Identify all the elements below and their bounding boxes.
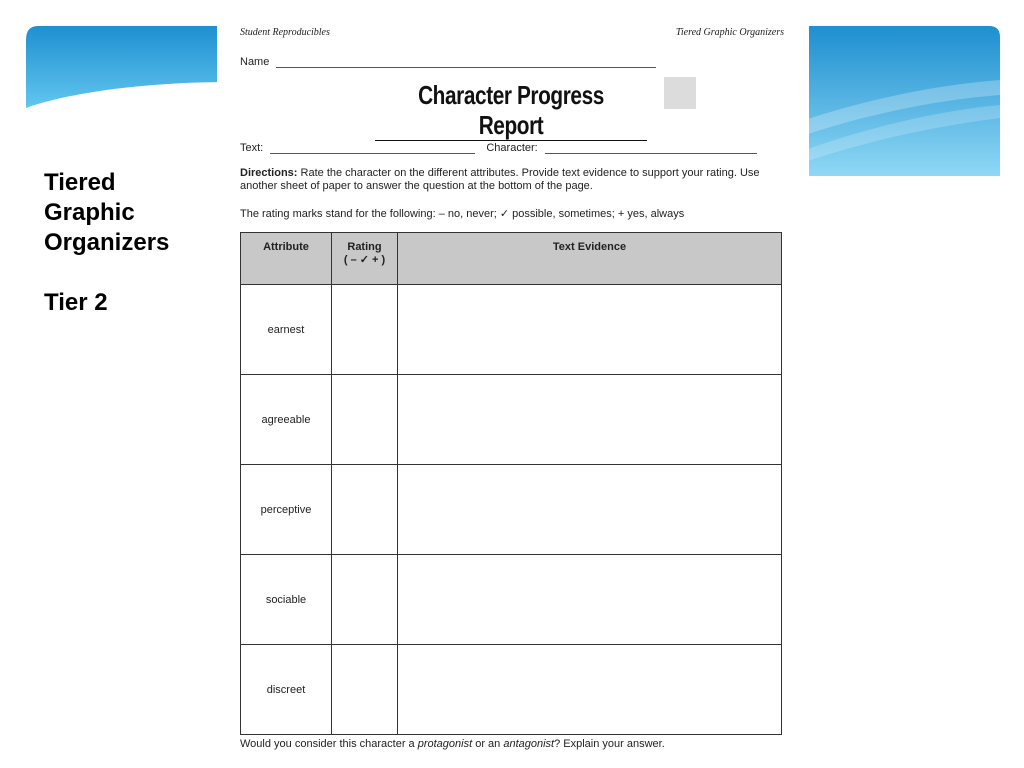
attribute-cell: earnest [241, 285, 332, 375]
slide-title-line: Organizers [44, 229, 170, 256]
name-blank-line [276, 67, 656, 68]
evidence-cell[interactable] [398, 465, 782, 555]
evidence-cell[interactable] [398, 285, 782, 375]
rating-header [332, 233, 398, 285]
document-title-underline [375, 80, 647, 141]
text-label: Text: [240, 142, 264, 154]
directions [240, 167, 780, 193]
evidence-cell[interactable] [398, 555, 782, 645]
footer-text-1: Would you consider this character a [240, 738, 418, 750]
name-field [240, 56, 656, 68]
wave-decoration-left [0, 0, 230, 120]
evidence-cell[interactable] [398, 375, 782, 465]
table-row [241, 375, 782, 465]
rating-header-label: Rating [347, 241, 382, 253]
text-character-row [240, 142, 757, 154]
footer-text-3: ? Explain your answer. [554, 738, 665, 750]
rating-header-symbols: ( – ✓ + ) [343, 254, 386, 266]
evidence-header: Text Evidence [398, 233, 782, 285]
attribute-header: Attribute [241, 233, 332, 285]
evidence-cell[interactable] [398, 645, 782, 735]
attribute-cell: discreet [241, 645, 332, 735]
attribute-cell: agreeable [241, 375, 332, 465]
table-header-row [241, 233, 782, 285]
table-row [241, 465, 782, 555]
text-blank-line [270, 153, 475, 154]
slide-title [44, 168, 169, 318]
rating-cell[interactable] [332, 645, 398, 735]
directions-label: Directions: [240, 167, 298, 179]
character-blank-line [545, 153, 757, 154]
organizer-table [240, 232, 782, 735]
wave-decoration-right [805, 0, 1024, 180]
tier-label: Tier 2 [44, 289, 108, 316]
rating-legend: The rating marks stand for the following: – no, never; ✓ possible, sometimes; + yes, always [240, 208, 685, 220]
attribute-cell: perceptive [241, 465, 332, 555]
slide-title-line: Tiered [44, 169, 116, 196]
footer-antagonist: antagonist [503, 738, 555, 750]
footer-text-2: or an [472, 738, 504, 750]
table-row [241, 645, 782, 735]
name-label: Name [240, 56, 270, 68]
character-label: Character: [486, 142, 538, 154]
header-left: Student Reproducibles [240, 27, 330, 38]
attribute-cell: sociable [241, 555, 332, 645]
document-title: Character Progress Report [418, 80, 604, 140]
footer-question [240, 738, 665, 750]
tier-marker-box [664, 77, 696, 109]
directions-text: Rate the character on the different attributes. Provide text evidence to support your rating. Use another sheet of paper to answer the question at the bottom of the page. [240, 167, 760, 192]
footer-protagonist: protagonist [417, 738, 473, 750]
rating-cell[interactable] [332, 375, 398, 465]
table-row [241, 285, 782, 375]
rating-cell[interactable] [332, 465, 398, 555]
rating-cell[interactable] [332, 555, 398, 645]
slide-title-line: Graphic [44, 199, 135, 226]
table-row [241, 555, 782, 645]
header-right: Tiered Graphic Organizers [675, 27, 784, 38]
worksheet-page [217, 0, 809, 768]
rating-cell[interactable] [332, 285, 398, 375]
